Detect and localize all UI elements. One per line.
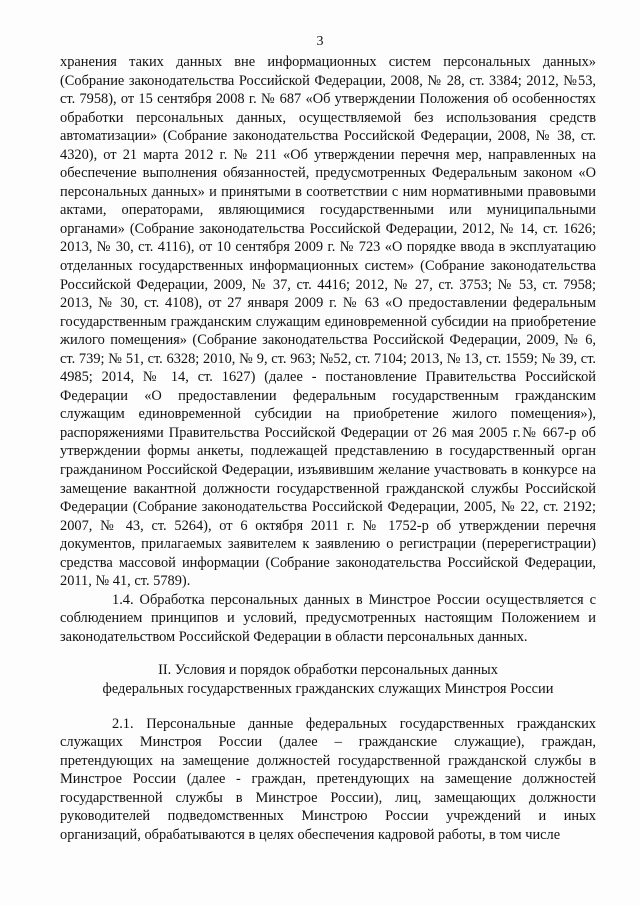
paragraph-2-1: 2.1. Персональные данные федеральных государственных гражданских служащих Минстроя России (далее – гражданские служащие), граждан, претендующих на замещение должностей государственной гражданской службы в Минстрое России (далее - граждан, претендующих на замещение должностей государственной службы в Минстрое России), лиц, замещающих должности руководителей подведомственных Минстрою России учреждений и иных организаций, обрабатываются в целях обеспечения кадровой работы, в том числе [60, 715, 596, 843]
section-heading [60, 661, 596, 699]
document-body [60, 53, 596, 844]
section-heading-line-2: федеральных государственных гражданских служащих Минстроя России [102, 680, 554, 697]
section-heading-line-1: II. Условия и порядок обработки персональных данных [158, 661, 498, 678]
paragraph-1-4: 1.4. Обработка персональных данных в Минстрое России осуществляется с соблюдением принципов и условий, предусмотренных настоящим Положением и законодательством Российской Федерации в области персональных данных. [60, 591, 596, 645]
paragraph-continuation: хранения таких данных вне информационных систем персональных данных» (Собрание законодательства Российской Федерации, 2008, № 28, ст. 3384; 2012, №53, ст. 7958), от 15 сентября 2008 г. № 687 «Об утверждении Положения об особенностях обработки персональных данных, осуществляемой без использования средств автоматизации» (Собрание законодательства Российской Федерации, 2008, № 38, ст. 4320), от 21 марта 2012 г. № 211 «Об утверждении перечня мер, направленных на обеспечение выполнения обязанностей, предусмотренных Федеральным законом «О персональных данных» и принятыми в соответствии с ним нормативными правовыми актами, операторами, являющимися государственными или муниципальными органами» (Собрание законодательства Российской Федерации, 2012, № 14, ст. 1626; 2013, № 30, ст. 4116), от 10 сентября 2009 г. № 723 «О порядке ввода в эксплуатацию отделанных государственных информационных систем» (Собрание законодательства Российской Федерации, 2009, № 37, ст. 4416; 2012, № 27, ст. 3753; № 53, ст. 7958; 2013, № 30, ст. 4108), от 27 января 2009 г. № 63 «О предоставлении федеральным государственным гражданским служащим единовременной субсидии на приобретение жилого помещения» (Собрание законодательства Российской Федерации, 2009, № 6, ст. 739; № 51, ст. 6328; 2010, № 9, ст. 963; №52, ст. 7104; 2013, № 13, ст. 1559; № 39, ст. 4985; 2014, № 14, ст. 1627) (далее - постановление Правительства Российской Федерации «О предоставлении федеральным государственным гражданским служащим единовременной субсидии на приобретение жилого помещения»), распоряжениями Правительства Российской Федерации от 26 мая 2005 г.№ 667-р об утверждении формы анкеты, подлежащей представлению в государственный орган гражданином Российской Федерации, изъявившим желание участвовать в конкурсе на замещение вакантной должности государственной гражданской службы Российской Федерации (Собрание законодательства Российской Федерации, 2005, № 22, ст. 2192; 2007, № 43, ст. 5264), от 6 октября 2011 г. № 1752-р об утверждении перечня документов, прилагаемых заявителем к заявлению о регистрации (перерегистрации) средства массовой информации (Собрание законодательства Российской Федерации, 2011, № 41, ст. 5789). [60, 54, 596, 590]
page-number: 3 [316, 34, 324, 49]
